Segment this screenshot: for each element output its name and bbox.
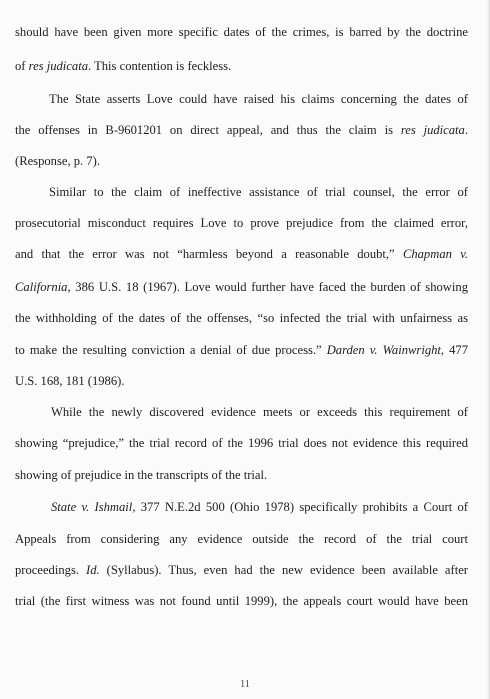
text-line xyxy=(15,531,468,547)
body-text: to make the resulting conviction a denial of due process.” xyxy=(15,343,327,357)
text-line xyxy=(15,467,468,483)
body-text: Similar to the claim of ineffective assistance of trial counsel, the error of xyxy=(49,185,468,199)
text-line xyxy=(15,373,468,389)
text-line xyxy=(15,279,468,295)
italic-citation-text: Id. xyxy=(86,563,100,577)
body-text: The State asserts Love could have raised his claims concerning the dates of xyxy=(49,92,468,106)
body-text: , 386 U.S. 18 (1967). Love would further have faced the burden of showing xyxy=(67,280,468,294)
text-line xyxy=(15,153,468,169)
page-number: 11 xyxy=(240,679,250,690)
body-text: the withholding of the dates of the offenses, “so infected the trial with unfairness as xyxy=(15,311,468,325)
text-line xyxy=(15,24,468,40)
text-line xyxy=(15,58,468,74)
text-line xyxy=(51,404,468,420)
text-line xyxy=(51,499,468,515)
italic-citation-text: res judicata xyxy=(28,59,88,73)
body-text: , 377 N.E.2d 500 (Ohio 1978) specifically prohibits a Court of xyxy=(132,500,468,514)
text-line xyxy=(15,310,468,326)
body-text: the offenses in B-9601201 on direct appeal, and thus the claim is xyxy=(15,123,401,137)
italic-citation-text: Darden v. Wainwright xyxy=(326,343,441,357)
italic-citation-text: Chapman v. xyxy=(402,247,468,261)
body-text: While the newly discovered evidence meets or exceeds this requirement of xyxy=(51,405,468,419)
body-text: (Response, p. 7). xyxy=(15,154,100,168)
body-text: prosecutorial misconduct requires Love to prove prejudice from the claimed error, xyxy=(15,216,468,230)
text-line xyxy=(15,215,468,231)
body-text: . xyxy=(464,123,469,137)
body-text: and that the error was not “harmless beyond a reasonable doubt,” xyxy=(15,247,403,261)
text-line xyxy=(49,184,468,200)
body-text: trial (the first witness was not found until 1999), the appeals court would have been xyxy=(15,594,468,608)
italic-citation-text: res judicata xyxy=(400,123,465,137)
body-text: Appeals from considering any evidence outside the record of the trial court xyxy=(15,532,468,546)
text-line xyxy=(15,122,468,138)
body-text: , 477 xyxy=(440,343,469,357)
body-text: showing of prejudice in the transcripts of the trial. xyxy=(15,468,268,482)
text-line xyxy=(15,562,468,578)
italic-citation-text: State v. Ishmail xyxy=(51,500,133,514)
text-line xyxy=(49,91,468,107)
body-text: should have been given more specific dates of the crimes, is barred by the doctrine xyxy=(15,25,468,39)
body-text: (Syllabus). Thus, even had the new evidence been available after xyxy=(99,563,468,577)
body-text: U.S. 168, 181 (1986). xyxy=(15,374,125,388)
text-line xyxy=(15,246,468,262)
body-text: . This contention is feckless. xyxy=(88,59,232,73)
body-text: of xyxy=(15,59,29,73)
body-text: proceedings. xyxy=(15,563,86,577)
text-line xyxy=(15,342,468,358)
text-line xyxy=(15,435,468,451)
body-text: showing “prejudice,” the trial record of the 1996 trial does not evidence this required xyxy=(15,436,468,450)
italic-citation-text: California xyxy=(15,280,68,294)
text-line xyxy=(15,593,468,609)
